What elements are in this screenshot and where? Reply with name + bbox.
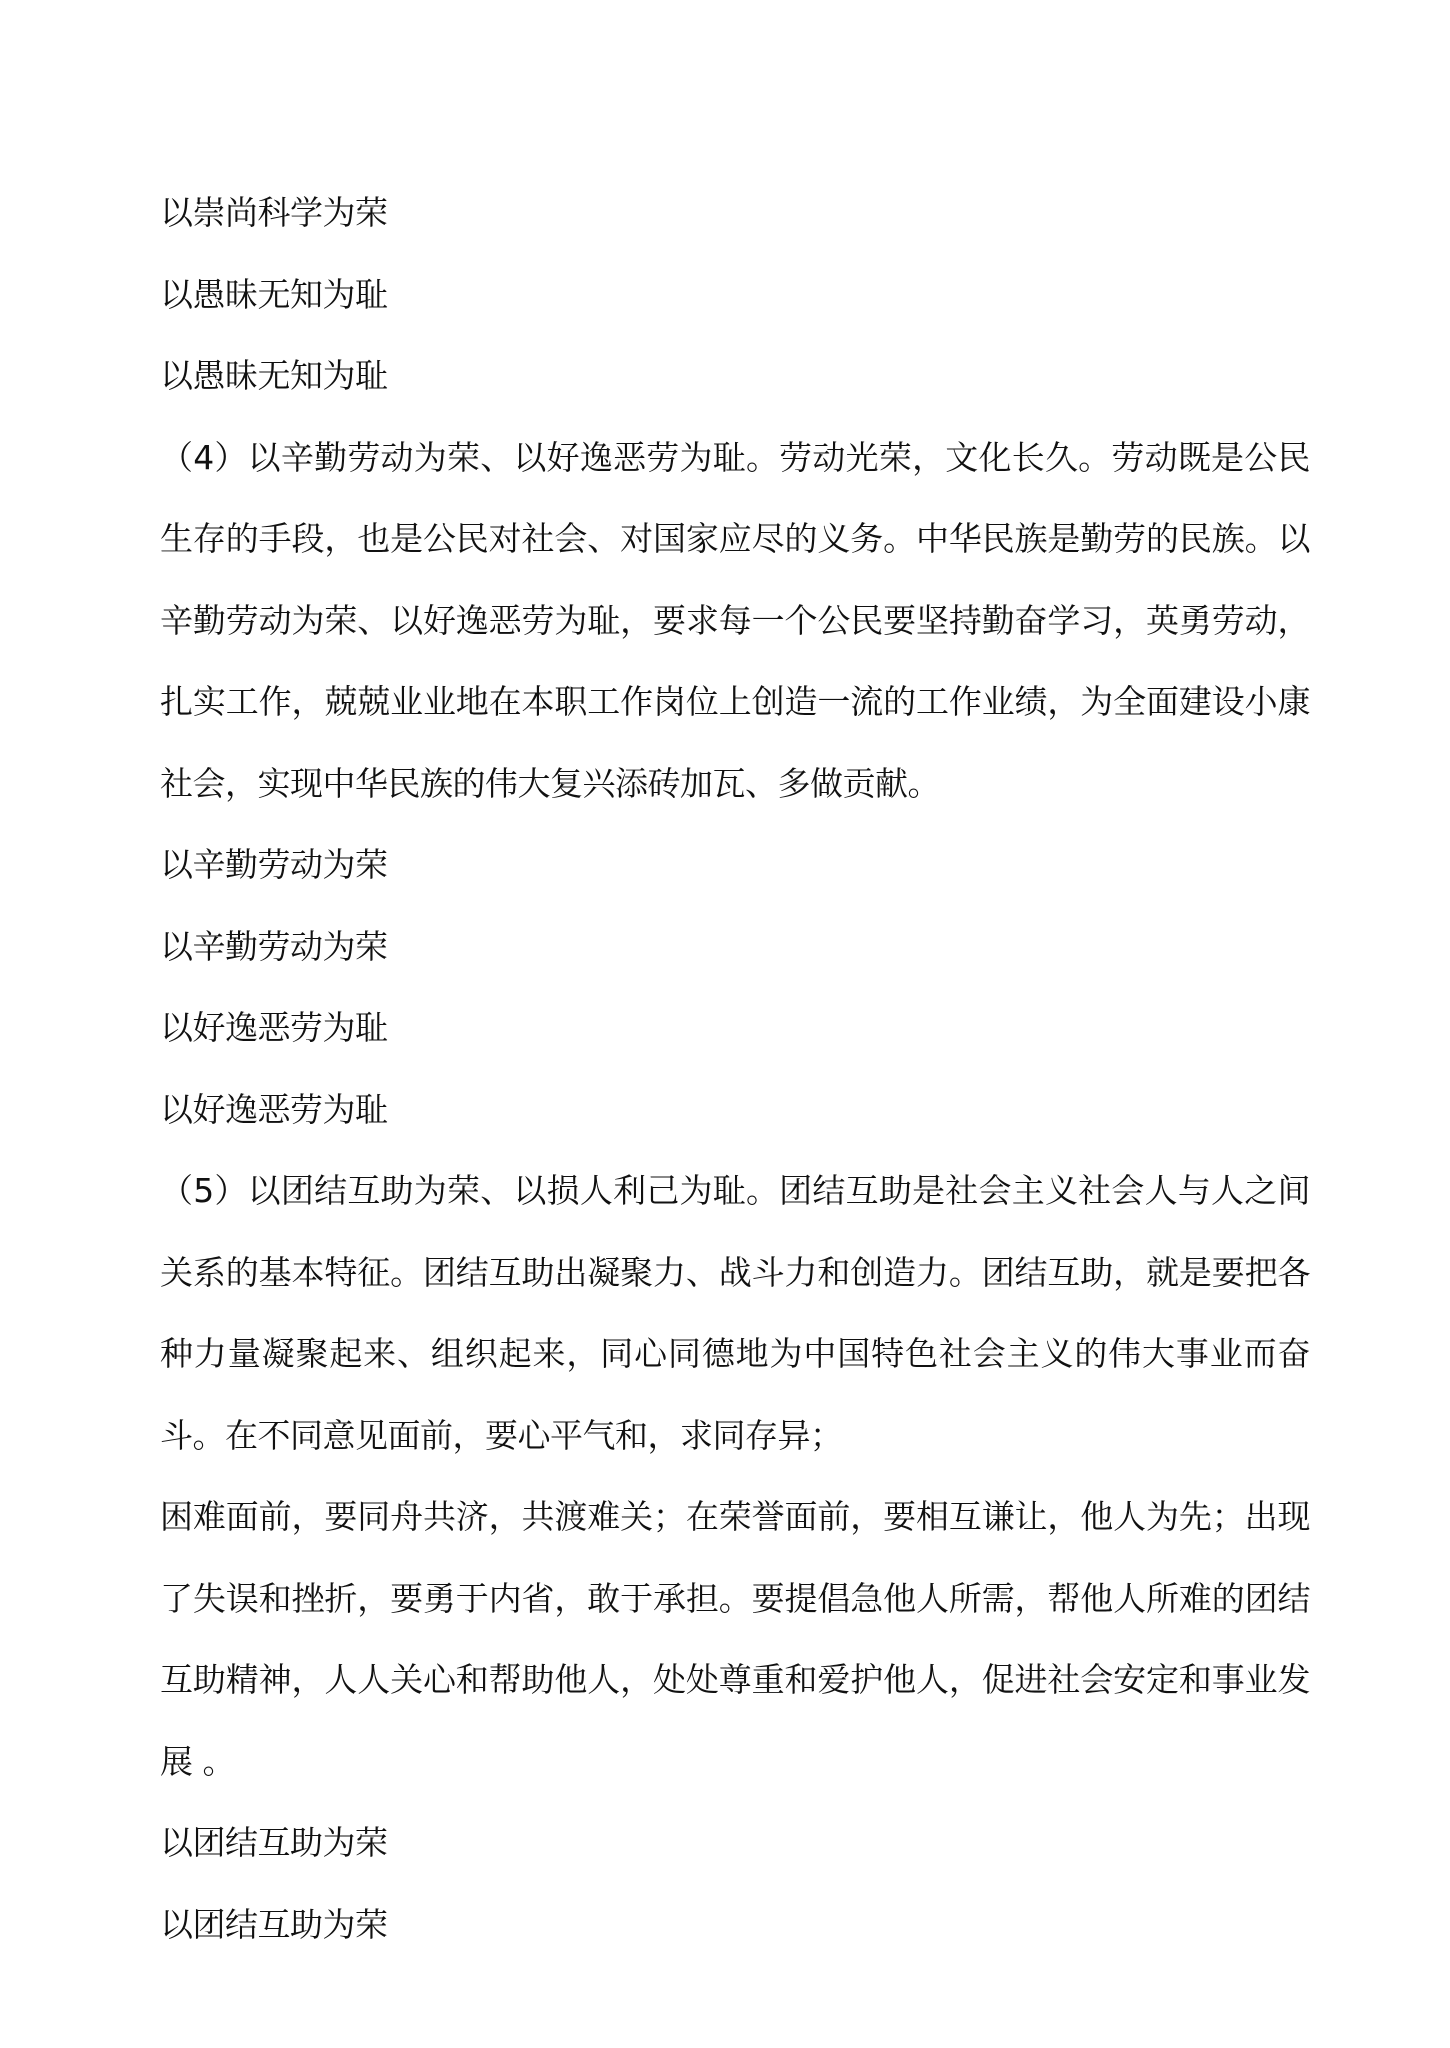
text-line: 以愚昧无知为耻 <box>160 274 388 314</box>
paragraph: （5）以团结互助为荣、以损人利己为耻。团结互助是社会主义社会人与人之间关系的基本特征。团结互助出凝聚力、战斗力和创造力。团结互助，就是要把各种力量凝聚起来、组织起来，同心同德地为中国特色社会主义的伟大事业而奋斗。在不同意见面前，要心平气和，求同存异； <box>160 1171 1310 1455</box>
text-line: 以辛勤劳动为荣 <box>160 926 388 966</box>
text-line: 以好逸恶劳为耻 <box>160 1008 388 1047</box>
document-body <box>160 172 1310 1965</box>
text-line: 以团结互助为荣 <box>160 1823 388 1862</box>
text-line: 以团结互助为荣 <box>160 1904 388 1944</box>
text-line: 以辛勤劳动为荣 <box>160 845 388 884</box>
text-line: 以愚昧无知为耻 <box>160 356 388 395</box>
paragraph: 困难面前，要同舟共济，共渡难关；在荣誉面前，要相互谦让，他人为先；出现了失误和挫折，要勇于内省，敢于承担。要提倡急他人所需，帮他人所难的团结互助精神，人人关心和帮助他人，处处尊重和爱护他人，促进社会安定和事业发展 。 <box>160 1497 1310 1781</box>
text-line: 以好逸恶劳为耻 <box>160 1089 388 1129</box>
paragraph: （4）以辛勤劳动为荣、以好逸恶劳为耻。劳动光荣，文化长久。劳动既是公民生存的手段，也是公民对社会、对国家应尽的义务。中华民族是勤劳的民族。以辛勤劳动为荣、以好逸恶劳为耻，要求每一个公民要坚持勤奋学习，英勇劳动，扎实工作，兢兢业业地在本职工作岗位上创造一流的工作业绩，为全面建设小康社会，实现中华民族的伟大复兴添砖加瓦、多做贡献。 <box>160 437 1310 803</box>
text-line: 以崇尚科学为荣 <box>160 193 388 232</box>
